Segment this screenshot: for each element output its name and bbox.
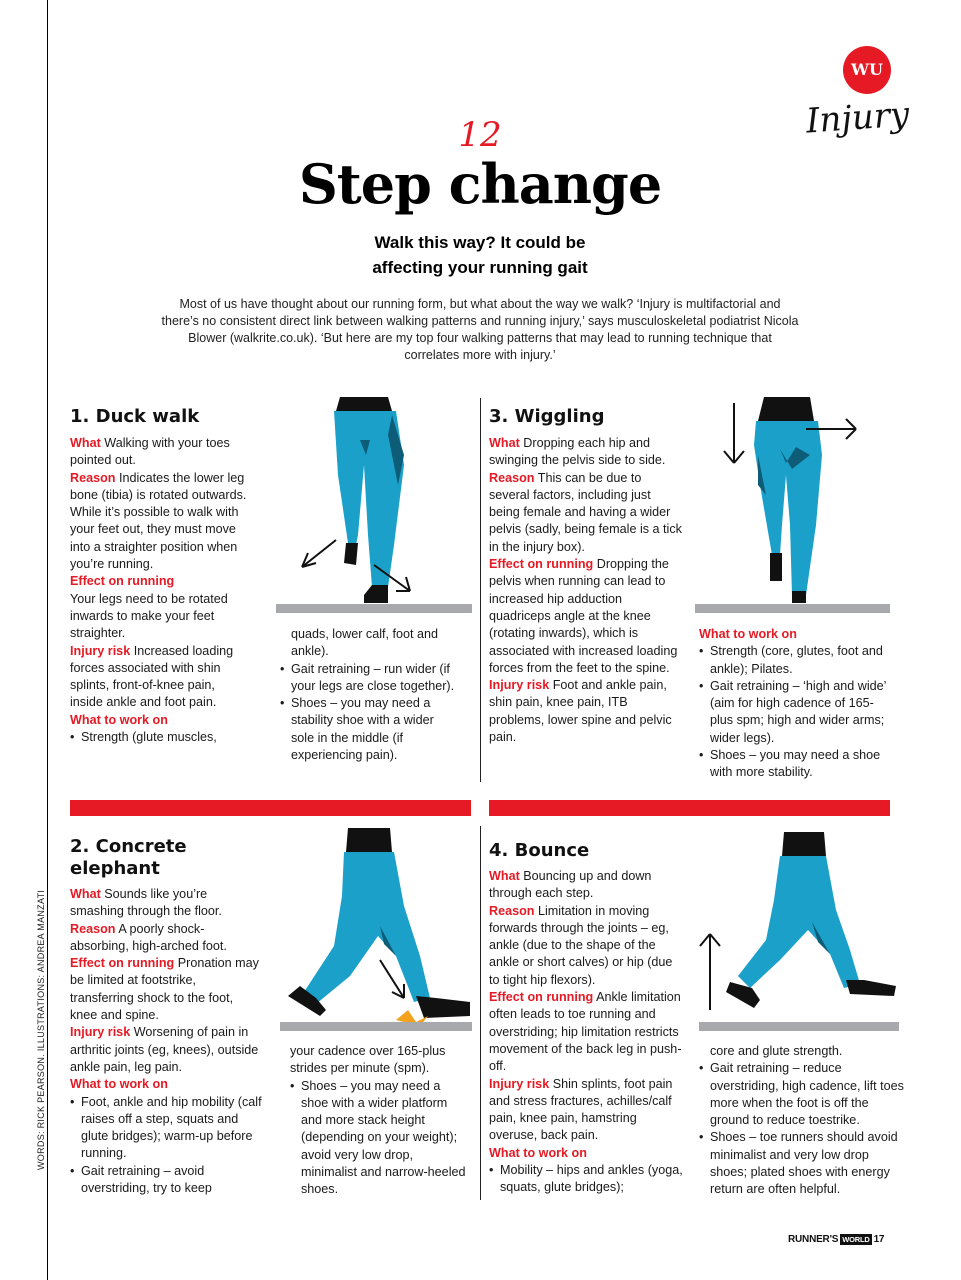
label-effect: Effect on running bbox=[70, 956, 175, 971]
section-duck-walk bbox=[70, 406, 250, 746]
label-what: What bbox=[70, 887, 101, 901]
label-effect: Effect on running bbox=[489, 557, 594, 572]
work-bullet: • Strength (glute muscles, bbox=[70, 729, 250, 746]
page-footer bbox=[788, 1234, 884, 1245]
reason-text: Limitation in moving forwards through the joints – eg, ankle (due to the shape of the ankle or short calves) or hip (due to tight hip flexors). bbox=[489, 903, 673, 987]
intro-paragraph: Most of us have thought about our running form, but what about the way we walk? ‘Injury is multifactorial and there’s no consistent direct link between walking patterns and running injury,’ says musculoskeletal podiatrist Nicola Blower (walkrite.co.uk). ‘But here are my top four walking patterns that may lead to running technique that correlates more with injury.’ bbox=[161, 297, 799, 362]
work-bullet: • Gait retraining – run wider (if your legs are close together). bbox=[280, 661, 460, 696]
reason-text: This can be due to several factors, including just being female and having a wider pelvis (sadly, being female is a tick in the injury box). bbox=[489, 470, 682, 554]
section-bounce bbox=[489, 840, 685, 1197]
label-work: What to work on bbox=[70, 1077, 168, 1092]
section-wiggling bbox=[489, 406, 683, 746]
what-text: Dropping each hip and swinging the pelvis side to side. bbox=[489, 436, 666, 468]
label-risk: Injury risk bbox=[70, 1025, 131, 1040]
label-what: What bbox=[489, 436, 520, 450]
work-bullet: • Mobility – hips and ankles (yoga, squats, glute bridges); bbox=[489, 1162, 685, 1197]
effect-text: Dropping the pelvis when running can lead to increased hip adduction quadriceps angle at the knee (rotating inwards), which is associated with increased loading forces from the feet to the spine. bbox=[489, 557, 678, 675]
margin-rule bbox=[47, 0, 48, 1280]
duck-walk-illustration bbox=[276, 395, 476, 615]
column-divider bbox=[480, 398, 481, 782]
label-work: What to work on bbox=[699, 627, 797, 641]
footer-brand: RUNNER'S bbox=[788, 1234, 839, 1246]
floor-line bbox=[695, 604, 890, 613]
risk-text: Foot and ankle pain, shin pain, knee pain, ITB problems, lower spine and pelvic pain. bbox=[489, 678, 672, 745]
section-wiggling-cont bbox=[699, 626, 889, 782]
reason-text: Indicates the lower leg bone (tibia) is rotated outwards. While it’s possible to walk with your feet out, they must move into a straighter position when you’re running. bbox=[70, 470, 247, 572]
subtitle-line: affecting your running gait bbox=[372, 258, 588, 277]
what-text: Sounds like you’re smashing through the floor. bbox=[70, 887, 222, 919]
section-duck-walk-cont bbox=[280, 626, 460, 764]
label-reason: Reason bbox=[489, 470, 535, 485]
page-number: 17 bbox=[873, 1234, 885, 1246]
risk-text: Increased loading forces associated with shin splints, front-of-knee pain, inside ankle and foot pain. bbox=[70, 643, 234, 710]
work-bullet: • Foot, ankle and hip mobility (calf raises off a step, squats and glute bridges); warm-up before running. bbox=[70, 1094, 262, 1163]
section-heading: 3. Wiggling bbox=[489, 406, 605, 427]
floor-line bbox=[699, 1022, 899, 1031]
bounce-illustration bbox=[700, 830, 900, 1025]
label-risk: Injury risk bbox=[70, 643, 131, 658]
work-bullet: • Gait retraining – avoid overstriding, try to keep bbox=[70, 1163, 262, 1198]
label-reason: Reason bbox=[70, 470, 116, 485]
label-risk: Injury risk bbox=[489, 1076, 550, 1091]
section-concrete-elephant-cont bbox=[290, 1043, 470, 1199]
work-bullet-cont: core and glute strength. bbox=[710, 1044, 843, 1058]
label-reason: Reason bbox=[70, 921, 116, 936]
effect-text: Pronation may be limited at footstrike, transferring shock to the foot, knee and spine. bbox=[70, 956, 259, 1023]
section-badge: WU bbox=[843, 46, 891, 94]
subtitle-line: Walk this way? It could be bbox=[374, 233, 586, 252]
feature-number: 12 bbox=[458, 115, 502, 155]
work-bullet: • Shoes – you may need a shoe with more stability. bbox=[699, 747, 889, 782]
work-bullet: • Shoes – toe runners should avoid minimalist and very low drop shoes; plated shoes with energy return are often helpful. bbox=[699, 1129, 907, 1198]
work-bullet: • Gait retraining – ‘high and wide’ (aim for high cadence of 165-plus spm; high and wider arms; wider legs). bbox=[699, 678, 889, 747]
section-heading: 2. Concrete elephant bbox=[70, 836, 187, 879]
floor-line bbox=[276, 604, 472, 613]
floor-line bbox=[280, 1022, 472, 1031]
label-risk: Injury risk bbox=[489, 678, 550, 693]
concrete-elephant-illustration bbox=[280, 826, 475, 1036]
work-bullet-cont: quads, lower calf, foot and ankle). bbox=[291, 627, 439, 659]
effect-text: Ankle limitation often leads to toe running and overstriding; hip limitation restricts movement of the back leg in push-off. bbox=[489, 990, 682, 1074]
risk-text: Shin splints, foot pain and stress fractures, achilles/calf pain, knee pain, hamstring overuse, back pain. bbox=[489, 1076, 673, 1143]
label-effect: Effect on running bbox=[70, 574, 175, 589]
section-heading: 4. Bounce bbox=[489, 840, 590, 861]
photo-credit: WORDS: RICK PEARSON. ILLUSTRATIONS: ANDREA MANZATI bbox=[36, 889, 46, 1170]
reason-text: A poorly shock-absorbing, high-arched foot. bbox=[70, 921, 227, 953]
section-concrete-elephant bbox=[70, 836, 262, 1197]
label-effect: Effect on running bbox=[489, 990, 594, 1005]
subtitle bbox=[300, 230, 660, 280]
section-separator bbox=[70, 800, 471, 816]
label-work: What to work on bbox=[70, 712, 168, 727]
section-bounce-cont bbox=[699, 1043, 907, 1199]
risk-text: Worsening of pain in arthritic joints (eg, knees), outside ankle pain, leg pain. bbox=[70, 1025, 259, 1074]
work-bullet: • Strength (core, glutes, foot and ankle); Pilates. bbox=[699, 643, 889, 678]
work-bullet: • Shoes – you may need a stability shoe with a wider sole in the middle (if experiencing pain). bbox=[280, 695, 460, 764]
work-bullet-cont: your cadence over 165-plus strides per minute (spm). bbox=[290, 1044, 446, 1076]
label-what: What bbox=[489, 869, 520, 883]
wiggling-illustration bbox=[700, 395, 890, 610]
work-bullet: • Gait retraining – reduce overstriding, high cadence, lift toes more when the foot is off the ground to reduce toestrike. bbox=[699, 1060, 907, 1129]
section-label: Injury bbox=[804, 94, 911, 142]
label-what: What bbox=[70, 436, 101, 450]
effect-text: Your legs need to be rotated inwards to make your feet straighter. bbox=[70, 591, 228, 641]
what-text: Bouncing up and down through each step. bbox=[489, 869, 652, 901]
column-divider bbox=[480, 826, 481, 1200]
page-title: Step change bbox=[298, 152, 662, 216]
footer-world: WORLD bbox=[842, 1235, 870, 1244]
work-bullet: • Shoes – you may need a shoe with a wider platform and more stack height (depending on your weight); avoid very low drop, minimalist and narrow-heeled shoes. bbox=[290, 1078, 470, 1199]
section-separator bbox=[489, 800, 890, 816]
label-reason: Reason bbox=[489, 903, 535, 918]
section-heading: 1. Duck walk bbox=[70, 406, 200, 427]
what-text: Walking with your toes pointed out. bbox=[70, 436, 230, 468]
label-work: What to work on bbox=[489, 1145, 587, 1160]
